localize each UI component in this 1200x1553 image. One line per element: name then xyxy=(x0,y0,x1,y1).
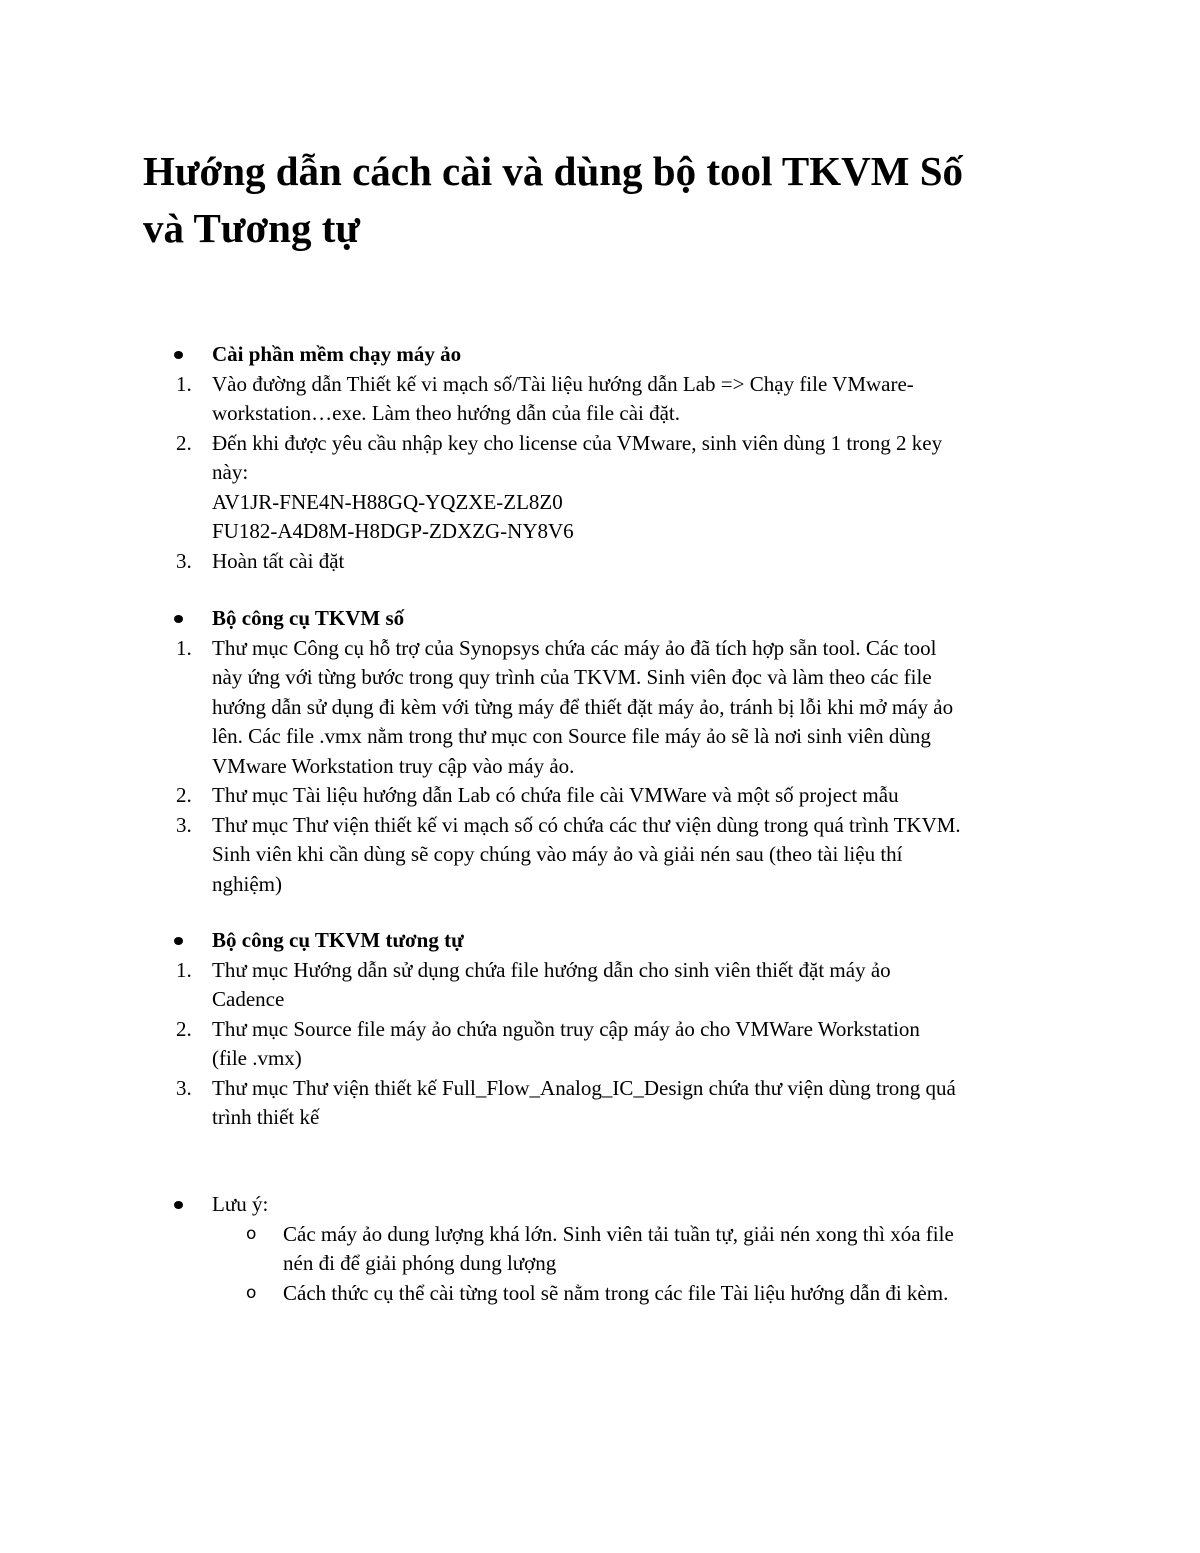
list-item-continuation: Sinh viên khi cần dùng sẽ copy chúng vào máy ảo và giải nén sau (theo tài liệu thí xyxy=(212,842,903,866)
title-line-1: Hướng dẫn cách cài và dùng bộ tool TKVM Số xyxy=(143,148,963,194)
list-item xyxy=(0,1220,1200,1250)
list-item-continuation: này ứng với từng bước trong quy trình của TKVM. Sinh viên đọc và làm theo các file xyxy=(212,665,932,689)
list-item-continuation: nén đi để giải phóng dung lượng xyxy=(283,1251,557,1275)
section-heading-text: Bộ công cụ TKVM tương tự xyxy=(212,928,464,952)
list-item xyxy=(0,370,1200,400)
list-item-text: Thư mục Thư viện thiết kế Full_Flow_Analog_IC_Design chứa thư viện dùng trong quá xyxy=(212,1075,956,1100)
section-heading xyxy=(0,340,1200,370)
section-heading-text: Cài phần mềm chạy máy ảo xyxy=(212,342,462,366)
list-item-continuation: trình thiết kế xyxy=(212,1105,320,1129)
list-item-continuation: VMware Workstation truy cập vào máy ảo. xyxy=(212,753,575,778)
list-item-continuation: nghiệm) xyxy=(212,871,282,896)
section-digital-tools xyxy=(0,604,1200,899)
list-marker: 1. xyxy=(176,957,192,982)
list-marker: 3. xyxy=(176,812,192,837)
document-title xyxy=(143,143,1073,257)
section-heading-text: Bộ công cụ TKVM số xyxy=(212,606,405,630)
list-item-continuation: (file .vmx) xyxy=(212,1046,302,1070)
section-install-vm-software xyxy=(0,340,1200,576)
list-item xyxy=(0,634,1200,664)
list-item xyxy=(0,1015,1200,1045)
list-item-text: Thư mục Thư viện thiết kế vi mạch số có chứa các thư viện dùng trong quá trình TKVM. xyxy=(212,812,961,837)
list-item xyxy=(0,781,1200,811)
list-item xyxy=(0,1279,1200,1309)
section-analog-tools xyxy=(0,926,1200,1133)
list-item-text: Thư mục Công cụ hỗ trợ của Synopsys chứa các máy ảo đã tích hợp sẵn tool. Các tool xyxy=(212,635,937,660)
list-marker: 3. xyxy=(176,1075,192,1100)
list-item xyxy=(0,956,1200,986)
title-line-2: và Tương tự xyxy=(143,205,360,251)
list-item-text: Các máy ảo dung lượng khá lớn. Sinh viên tải tuần tự, giải nén xong thì xóa file xyxy=(283,1221,954,1246)
section-heading xyxy=(0,1190,1200,1220)
list-item xyxy=(0,1074,1200,1104)
section-heading xyxy=(0,604,1200,634)
list-marker: 1. xyxy=(176,635,192,660)
license-key-2: FU182-A4D8M-H8DGP-ZDXZG-NY8V6 xyxy=(212,519,574,543)
bullet-icon xyxy=(174,615,183,623)
list-marker: 2. xyxy=(176,783,192,807)
list-item xyxy=(0,811,1200,841)
list-marker: 2. xyxy=(176,1016,192,1041)
list-item-continuation: lên. Các file .vmx nằm trong thư mục con Source file máy ảo sẽ là nơi sinh viên dùng xyxy=(212,724,931,748)
list-item-text: Thư mục Tài liệu hướng dẫn Lab có chứa file cài VMWare và một số project mẫu xyxy=(212,783,899,807)
list-item xyxy=(0,429,1200,459)
list-item-continuation: này: xyxy=(212,460,249,484)
list-item-text: Vào đường dẫn Thiết kế vi mạch số/Tài liệu hướng dẫn Lab => Chạy file VMware- xyxy=(212,371,914,396)
list-item-continuation: hướng dẫn sử dụng đi kèm với từng máy để thiết đặt máy ảo, tránh bị lỗi khi mở máy ảo xyxy=(212,694,954,719)
section-notes xyxy=(0,1190,1200,1308)
list-item-text: Thư mục Hướng dẫn sử dụng chứa file hướng dẫn cho sinh viên thiết đặt máy ảo xyxy=(212,957,891,982)
list-item-text: Cách thức cụ thể cài từng tool sẽ nằm trong các file Tài liệu hướng dẫn đi kèm. xyxy=(283,1280,949,1305)
list-item xyxy=(0,547,1200,577)
list-marker: 3. xyxy=(176,548,192,573)
bullet-icon xyxy=(174,1201,183,1209)
list-item-text: Hoàn tất cài đặt xyxy=(212,548,345,573)
list-marker: 1. xyxy=(176,371,192,396)
hollow-bullet-icon: o xyxy=(246,1282,257,1303)
list-marker: 2. xyxy=(176,430,192,455)
hollow-bullet-icon: o xyxy=(246,1223,257,1244)
list-item-text: Đến khi được yêu cầu nhập key cho license của VMware, sinh viên dùng 1 trong 2 key xyxy=(212,430,943,455)
list-item-text: Thư mục Source file máy ảo chứa nguồn truy cập máy ảo cho VMWare Workstation xyxy=(212,1016,920,1041)
bullet-icon xyxy=(174,937,183,945)
list-item-continuation: Cadence xyxy=(212,987,285,1011)
section-heading xyxy=(0,926,1200,956)
license-key-1: AV1JR-FNE4N-H88GQ-YQZXE-ZL8Z0 xyxy=(212,489,563,514)
bullet-icon xyxy=(174,351,183,359)
section-heading-text: Lưu ý: xyxy=(212,1192,269,1216)
list-item-continuation: workstation…exe. Làm theo hướng dẫn của file cài đặt. xyxy=(212,401,680,425)
